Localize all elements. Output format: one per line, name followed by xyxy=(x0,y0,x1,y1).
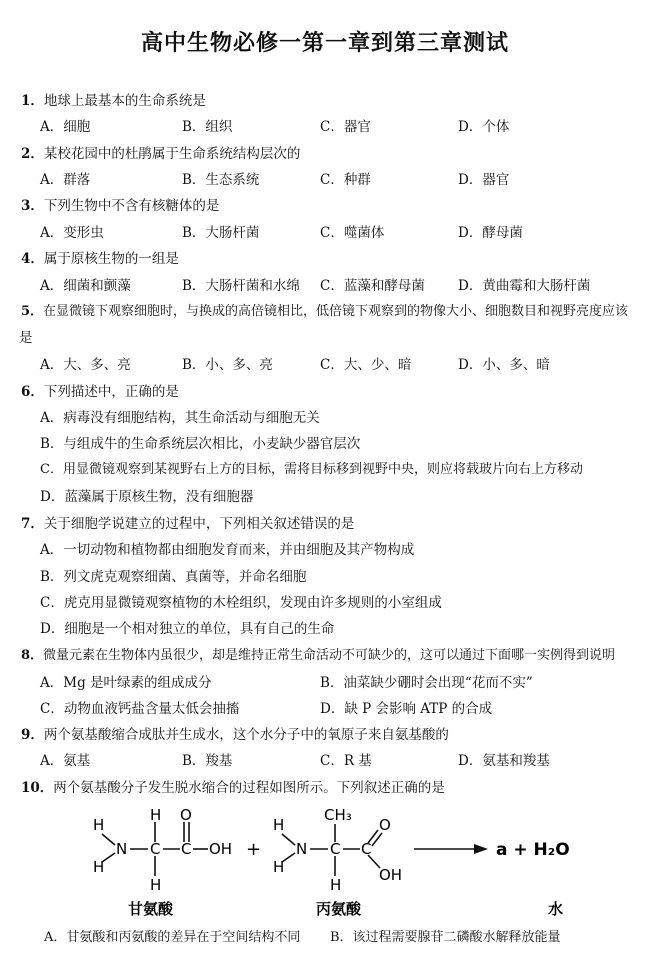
option-d: D．细胞是一个相对独立的单位，具有自己的生命 xyxy=(40,621,335,637)
question-stem: 下列描述中，正确的是 xyxy=(43,384,179,400)
option-b: B．列文虎克观察细菌、真菌等，并命名细胞 xyxy=(40,569,307,585)
question-6 xyxy=(21,383,179,401)
option-c: C．动物血液钙盐含量太低会抽搐 xyxy=(40,701,240,717)
option-d: D．缺 P 会影响 ATP 的合成 xyxy=(320,701,493,717)
question-stem: 在显微镜下观察细胞时，与换成的高倍镜相比，低倍镜下观察到的物像大小、细胞数目和视野亮度应该 xyxy=(43,304,629,319)
atom-h: H xyxy=(273,816,285,834)
atom-n: N xyxy=(116,840,128,858)
atom-n: N xyxy=(296,840,308,858)
atom-oh: OH xyxy=(209,840,233,858)
question-1 xyxy=(21,92,206,110)
options-row xyxy=(0,929,650,947)
option-c: C．虎克用显微镜观察植物的木栓组织，发现由许多规则的小室组成 xyxy=(40,595,442,611)
option-d: D．氨基和羧基 xyxy=(458,753,550,769)
question-number: 10． xyxy=(21,780,54,796)
atom-c: C xyxy=(361,840,372,858)
option-a: A．甘氨酸和丙氨酸的差异在于空间结构不同 xyxy=(44,930,301,945)
option-b: B．油菜缺少硼时会出现“花而不实” xyxy=(320,675,533,691)
option-d: D．酵母菌 xyxy=(458,225,523,241)
option-d: D．个体 xyxy=(458,119,510,135)
alanine-label: 丙氨酸 xyxy=(316,900,362,918)
question-5 xyxy=(21,303,628,321)
option-a: A．变形虫 xyxy=(40,225,104,241)
atom-o: O xyxy=(379,816,391,834)
atom-c: C xyxy=(150,840,161,858)
dehydration-condensation-figure xyxy=(0,800,650,922)
atom-oh: OH xyxy=(379,866,403,884)
options-row xyxy=(0,700,650,718)
question-stem: 微量元素在生物体内虽很少，却是维持正常生命活动不可缺少的，这可以通过下面哪一实例得到说明 xyxy=(43,648,616,663)
option-b: B．大肠杆菌 xyxy=(182,225,260,241)
atom-h: H xyxy=(150,876,162,894)
options-row xyxy=(0,118,650,136)
option-a: A．Mg 是叶绿素的组成成分 xyxy=(40,675,212,691)
option-c: C．器官 xyxy=(320,119,371,135)
atom-o: O xyxy=(180,806,192,824)
glycine-label: 甘氨酸 xyxy=(128,900,174,918)
option-a: A．氨基 xyxy=(40,753,91,769)
option-d: D．小、多、暗 xyxy=(458,357,550,373)
question-5-continuation: 是 xyxy=(19,330,33,346)
reaction-products: a + H₂O xyxy=(496,840,570,860)
option-b: B．大肠杆菌和水绵 xyxy=(182,278,300,294)
question-10 xyxy=(21,779,445,797)
option-c: C．大、少、暗 xyxy=(320,357,412,373)
option-a: A．一切动物和植物都由细胞发育而来，并由细胞及其产物构成 xyxy=(40,542,415,558)
page-title: 高中生物必修一第一章到第三章测试 xyxy=(140,31,509,56)
question-3 xyxy=(21,197,219,215)
atom-h: H xyxy=(93,858,105,876)
question-stem: 两个氨基酸分子发生脱水缩合的过程如图所示。下列叙述正确的是 xyxy=(53,780,445,796)
atom-h: H xyxy=(273,858,285,876)
question-2 xyxy=(21,145,300,163)
option-c: C．用显微镜观察到某视野右上方的目标，需将目标移到视野中央，则应将载玻片向右上方移动 xyxy=(40,462,583,477)
option-b: B．小、多、亮 xyxy=(182,357,273,373)
question-8 xyxy=(21,647,615,665)
option-c: C．蓝藻和酵母菌 xyxy=(320,278,425,294)
methyl-group: CH₃ xyxy=(324,806,352,824)
option-b: B．与组成牛的生命系统层次相比，小麦缺少器官层次 xyxy=(40,436,361,452)
options-row xyxy=(0,356,650,374)
option-b: B．该过程需要腺苷二磷酸水解释放能量 xyxy=(330,930,561,945)
options-row xyxy=(0,752,650,770)
atom-c: C xyxy=(181,840,192,858)
atom-h: H xyxy=(93,816,105,834)
atom-h: H xyxy=(330,876,342,894)
option-a: A．群落 xyxy=(40,172,91,188)
question-stem: 地球上最基本的生命系统是 xyxy=(43,93,206,109)
option-b: B．羧基 xyxy=(182,753,233,769)
question-7 xyxy=(21,515,354,533)
option-a: A．病毒没有细胞结构，其生命活动与细胞无关 xyxy=(40,410,320,426)
water-label: 水 xyxy=(548,900,564,918)
question-number: 2． xyxy=(21,146,44,162)
question-stem: 两个氨基酸缩合成肽并生成水，这个水分子中的氧原子来自氨基酸的 xyxy=(43,727,449,743)
option-c: C．R 基 xyxy=(320,753,372,769)
option-d: D．蓝藻属于原核生物，没有细胞器 xyxy=(40,489,254,505)
question-number: 3． xyxy=(21,198,44,214)
options-row xyxy=(0,171,650,189)
question-stem: 某校花园中的杜鹃属于生命系统结构层次的 xyxy=(43,146,301,162)
question-4 xyxy=(21,250,179,268)
option-c: C．噬菌体 xyxy=(320,225,385,241)
question-stem: 属于原核生物的一组是 xyxy=(43,251,179,267)
question-stem: 关于细胞学说建立的过程中，下列相关叙述错误的是 xyxy=(43,516,355,532)
option-d: D．器官 xyxy=(458,172,510,188)
atom-h: H xyxy=(150,806,162,824)
question-number: 1． xyxy=(21,93,44,109)
option-d: D．黄曲霉和大肠杆菌 xyxy=(458,278,591,294)
options-row xyxy=(0,277,650,295)
option-a: A．大、多、亮 xyxy=(40,357,131,373)
options-row xyxy=(0,224,650,242)
option-a: A．细菌和颤藻 xyxy=(40,278,131,294)
option-b: B．组织 xyxy=(182,119,233,135)
question-number: 4． xyxy=(21,251,44,267)
option-b: B．生态系统 xyxy=(182,172,260,188)
question-number: 6． xyxy=(21,384,44,400)
question-number: 7． xyxy=(21,516,44,532)
question-number: 9． xyxy=(21,727,44,743)
question-stem: 下列生物中不含有核糖体的是 xyxy=(43,198,220,214)
question-9 xyxy=(21,726,449,744)
question-number: 5． xyxy=(21,304,44,319)
option-a: A．细胞 xyxy=(40,119,91,135)
atom-c: C xyxy=(330,840,341,858)
question-number: 8． xyxy=(21,648,44,663)
option-c: C．种群 xyxy=(320,172,371,188)
options-row xyxy=(0,674,650,692)
plus-sign: + xyxy=(246,839,262,860)
